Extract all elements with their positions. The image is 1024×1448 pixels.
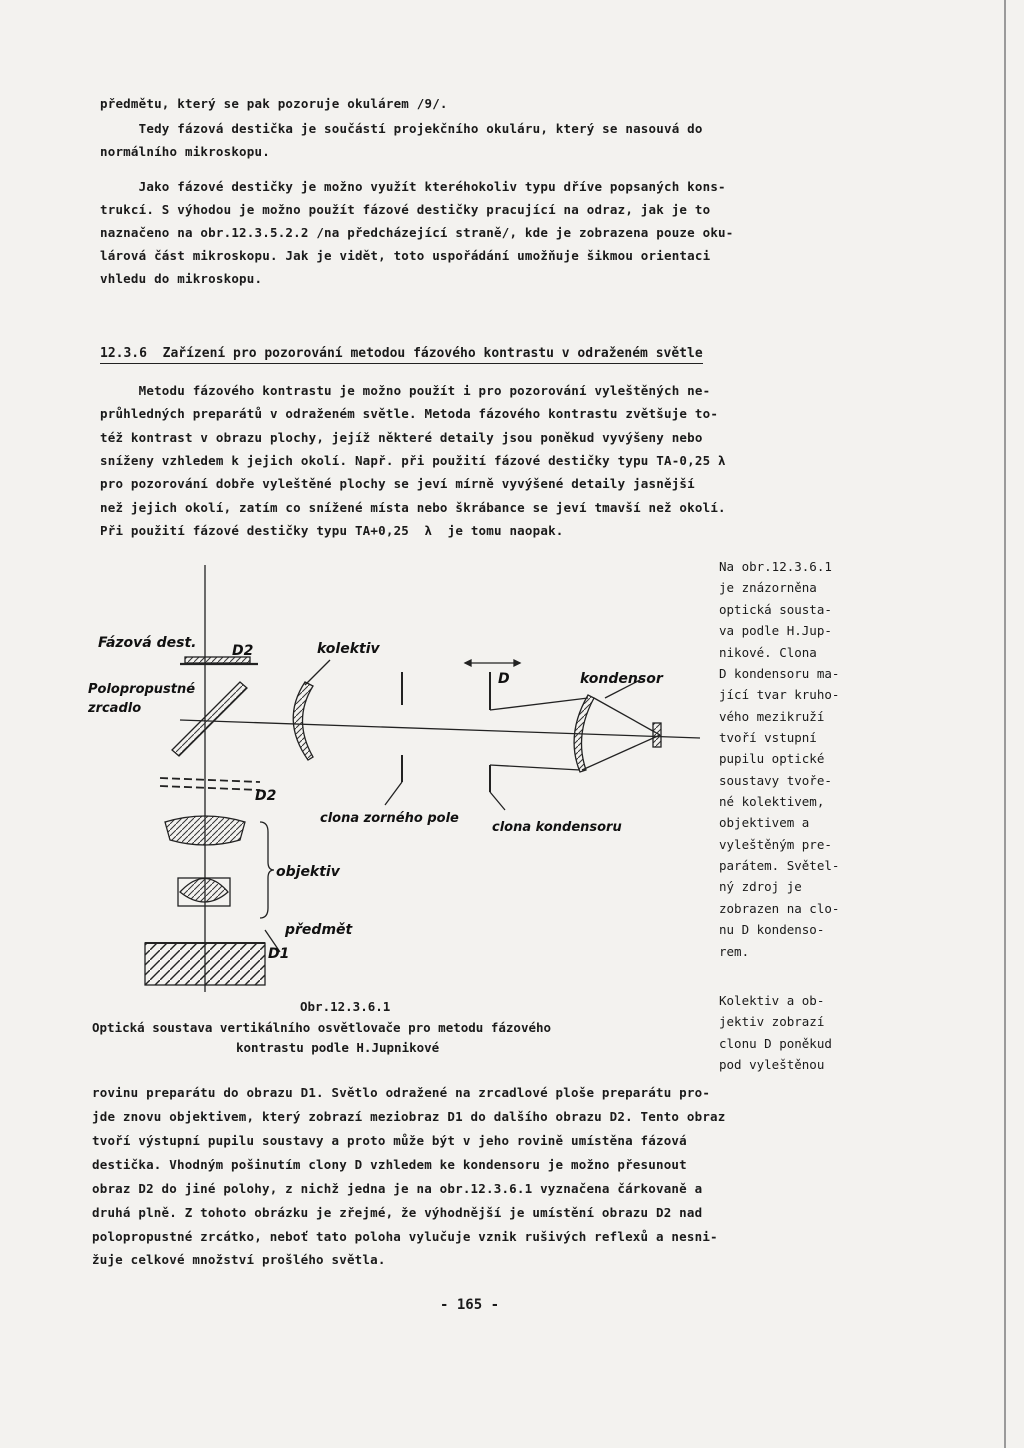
para2-line-7: Při použití fázové destičky typu TA+0,25 λ je tomu naopak. — [100, 523, 564, 538]
side-line: rem. — [719, 944, 750, 959]
optical-diagram — [80, 560, 720, 1000]
label-d1: D1 — [268, 946, 290, 962]
side-line: zobrazen na clo- — [719, 901, 840, 916]
label-polopropustne: Polopropustné — [88, 682, 196, 697]
side-line: va podle H.Jup- — [719, 623, 832, 638]
section-heading: 12.3.6 Zařízení pro pozorování metodou fázového kontrastu v odraženém světle — [100, 346, 703, 364]
para2-line-4: sníženy vzhledem k jejich okolí. Např. při použití fázové destičky typu TA-0,25 λ — [100, 453, 726, 468]
label-clona-kondensoru: clona kondensoru — [492, 820, 622, 835]
side-line: nikové. Clona — [719, 645, 817, 660]
label-d2-mid: D2 — [255, 788, 277, 804]
side-line: optická sousta- — [719, 602, 832, 617]
figure-caption-line-2: kontrastu podle H.Jupnikové — [236, 1040, 440, 1055]
specimen — [145, 943, 265, 985]
side-line: jící tvar kruho- — [719, 687, 840, 702]
d2-dashed — [160, 778, 260, 782]
side-line: Na obr.12.3.6.1 — [719, 559, 832, 574]
para3-line-4: destička. Vhodným pošinutím clony D vzhledem ke kondensoru je možno přesunout — [92, 1157, 687, 1172]
label-predmet: předmět — [285, 922, 353, 938]
para1-line-4: lárová část mikroskopu. Jak je vidět, toto uspořádání umožňuje šikmou orientaci — [100, 248, 711, 263]
side-line: parátem. Světel- — [719, 858, 840, 873]
side-line: je znázorněna — [719, 580, 817, 595]
label-fazova-dest: Fázová dest. — [98, 635, 197, 651]
label-objektiv: objektiv — [276, 864, 340, 880]
side-line: clonu D poněkud — [719, 1036, 832, 1051]
collective-lens — [293, 682, 313, 760]
side-line: tvoří vstupní — [719, 730, 817, 745]
page-edge — [1004, 0, 1006, 1448]
side-line: soustavy tvoře- — [719, 773, 832, 788]
para3-line-6: druhá plně. Z tohoto obrázku je zřejmé, že výhodnější je umístění obrazu D2 nad — [92, 1205, 703, 1220]
side-line: nu D kondenso- — [719, 922, 825, 937]
label-zrcadlo: zrcadlo — [88, 701, 142, 716]
horizontal-axis — [180, 720, 700, 738]
side-line: Kolektiv a ob- — [719, 993, 825, 1008]
para1-line-2: trukcí. S výhodou je možno použít fázové destičky pracující na odraz, jak je to — [100, 202, 711, 217]
para1-line-5: vhledu do mikroskopu. — [100, 271, 263, 286]
label-kondensor: kondensor — [580, 671, 663, 687]
side-line: né kolektivem, — [719, 794, 825, 809]
side-line: vyleštěným pre- — [719, 837, 832, 852]
objective-lens-1 — [165, 816, 245, 845]
intro-line-2: Tedy fázová destička je součástí projekčního okuláru, který se nasouvá do — [100, 121, 703, 136]
para2-line-1: Metodu fázového kontrastu je možno použít i pro pozorování vyleštěných ne- — [100, 383, 711, 398]
figure-caption-number: Obr.12.3.6.1 — [300, 999, 391, 1014]
para2-line-6: než jejich okolí, zatím co snížené místa nebo škrábance se jeví tmavší než okolí. — [100, 500, 726, 515]
side-line: pod vyleštěnou — [719, 1057, 825, 1072]
figure-caption-line-1: Optická soustava vertikálního osvětlovače pro metodu fázového — [92, 1020, 552, 1035]
label-kolektiv: kolektiv — [317, 641, 380, 657]
objective-brace — [260, 822, 274, 918]
light-source — [653, 723, 661, 747]
para1-line-3: naznačeno na obr.12.3.5.2.2 /na předcházející straně/, kde je zobrazena pouze oku- — [100, 225, 734, 240]
label-clona-zorneho-pole: clona zorného pole — [320, 811, 459, 826]
side-line: vého mezikruží — [719, 709, 825, 724]
side-line: objektivem a — [719, 815, 810, 830]
para2-line-2: průhledných preparátů v odraženém světle. Metoda fázového kontrastu zvětšuje to- — [100, 406, 719, 421]
intro-line-3: normálního mikroskopu. — [100, 144, 270, 159]
para3-line-3: tvoří výstupní pupilu soustavy a proto může být v jeho rovině umístěna fázová — [92, 1133, 687, 1148]
para3-line-8: žuje celkové množství prošlého světla. — [92, 1252, 386, 1267]
para2-line-5: pro pozorování dobře vyleštěné plochy se jeví mírně vyvýšené detaily jasnější — [100, 476, 695, 491]
intro-line-1: předmětu, který se pak pozoruje okulárem /9/. — [100, 96, 448, 111]
para3-line-1: rovinu preparátu do obrazu D1. Světlo odražené na zrcadlové ploše preparátu pro- — [92, 1085, 711, 1100]
para3-line-5: obraz D2 do jiné polohy, z nichž jedna je na obr.12.3.6.1 vyznačena čárkovaně a — [92, 1181, 703, 1196]
label-d2-top: D2 — [232, 643, 254, 659]
side-line: jektiv zobrazí — [719, 1014, 825, 1029]
side-line: D kondensoru ma- — [719, 666, 840, 681]
para1-line-1: Jako fázové destičky je možno využít kteréhokoliv typu dříve popsaných kons- — [100, 179, 726, 194]
side-line: pupilu optické — [719, 751, 825, 766]
label-d: D — [498, 671, 510, 687]
para2-line-3: též kontrast v obrazu plochy, jejíž některé detaily jsou poněkud vyvýšeny nebo — [100, 430, 703, 445]
para3-line-7: polopropustné zrcátko, neboť tato poloha vylučuje vznik rušivých reflexů a nesni- — [92, 1229, 718, 1244]
side-line: ný zdroj je — [719, 879, 802, 894]
para3-line-2: jde znovu objektivem, který zobrazí meziobraz D1 do dalšího obrazu D2. Tento obraz — [92, 1109, 726, 1124]
page-number: - 165 - — [440, 1297, 500, 1313]
